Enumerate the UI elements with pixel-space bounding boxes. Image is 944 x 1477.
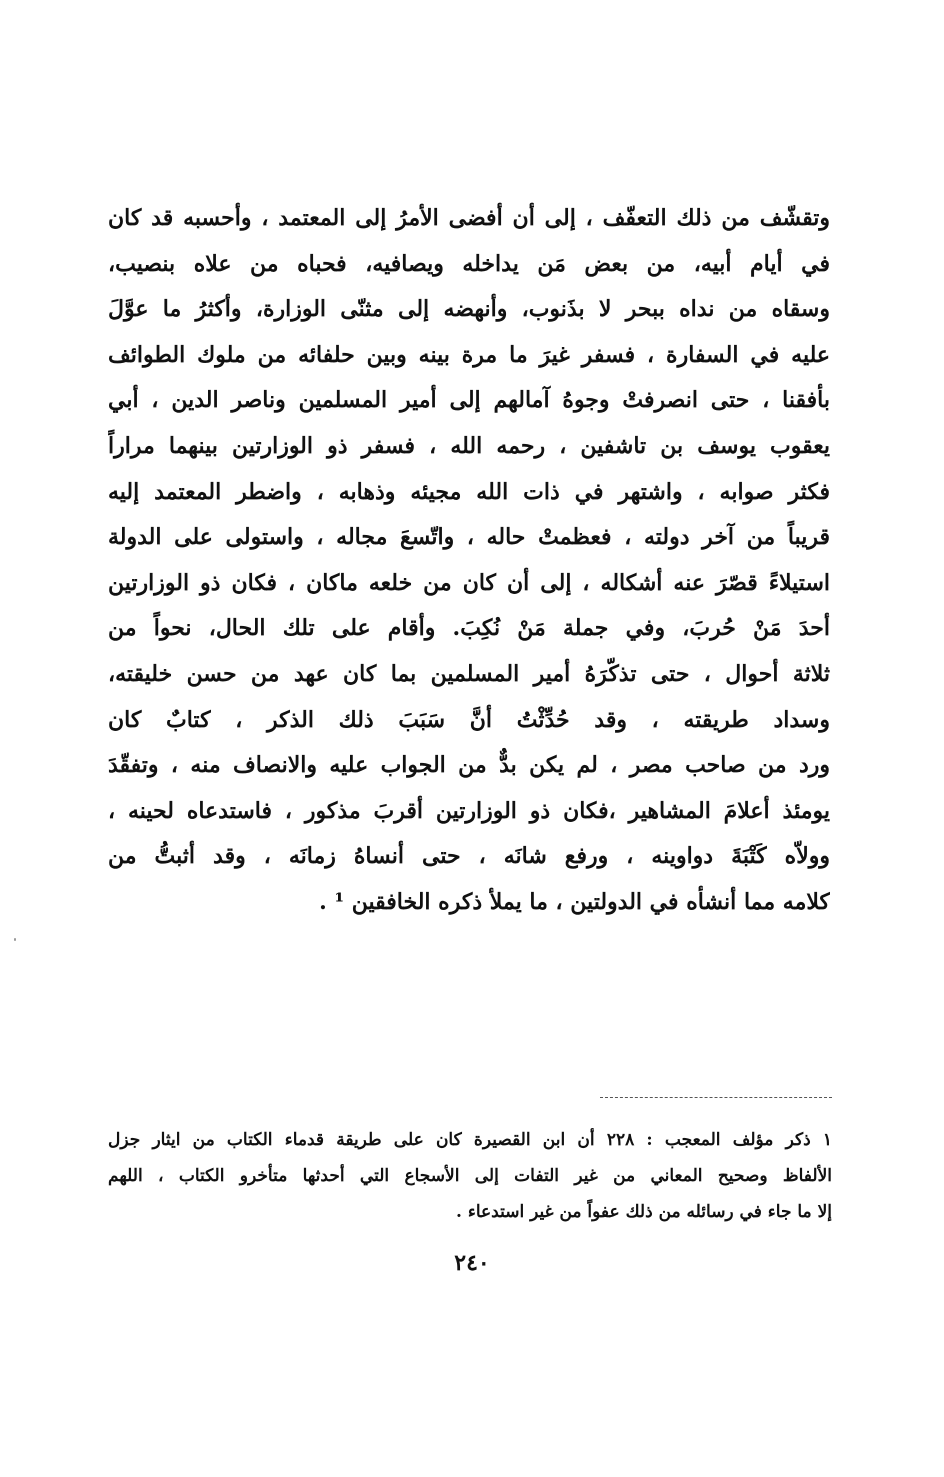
text-line: يعقوب يوسف بن تاشفين ، رحمه الله ، فسفر ذو الوزارتين بينهما مراراً bbox=[108, 432, 830, 459]
footnote-divider bbox=[600, 1097, 832, 1098]
text-line: ورد من صاحب مصر ، لم يكن بدٌّ من الجواب عليه والانصاف منه ، وتفقّدَ bbox=[108, 752, 830, 779]
text-line: وتقشّف من ذلك التعفّف ، إلى أن أفضى الأمرُ إلى المعتمد ، وأحسبه قد كان bbox=[108, 205, 830, 231]
footnote-line: ١ ذكر مؤلف المعجب : ٢٢٨ أن ابن القصيرة كان على طريقة قدماء الكتاب من ايثار جزل bbox=[108, 1130, 832, 1150]
footnote-line-last: إلا ما جاء في رسائله من ذلك عفواً من غير استدعاء . bbox=[456, 1202, 832, 1222]
text-line: أحدَ مَنْ حُربَ، وفي جملة مَنْ نُكِبَ. وأقام على تلك الحال، نحواً من bbox=[108, 615, 830, 642]
text-line: بأفقنا ، حتى انصرفتْ وجوهُ آمالهم إلى أمير المسلمين وناصر الدين ، أبي bbox=[108, 387, 830, 414]
text-line: يومئذ أعلامَ المشاهير ،فكان ذو الوزارتين أقربَ مذكور ، فاستدعاه لحينه ، bbox=[108, 797, 830, 824]
text-line: وولاّه كَتْبَةَ دواوينه ، ورفع شانَه ، حتى أنساهُ زمانَه ، وقد أثبتُّ من bbox=[108, 843, 830, 870]
text-line: وسداد طريقته ، وقد حُدِّثْتُ أنَّ سَبَبَ ذلك الذكر ، كتابٌ كان bbox=[108, 706, 830, 733]
page-number: ٢٤٠ bbox=[454, 1250, 490, 1276]
text-line: عليه في السفارة ، فسفر غيرَ ما مرة بينه وبين حلفائه من ملوك الطوائف bbox=[108, 341, 830, 368]
text-line: استيلاءً قصّرَ عنه أشكاله ، إلى أن كان من خلعه ماكان ، فكان ذو الوزارتين bbox=[108, 569, 830, 596]
text-line: في أيام أبيه، من بعض مَن يداخله ويصافيه، فحباه من علاه بنصيب، bbox=[108, 250, 830, 277]
text-line: فكثر صوابه ، واشتهر في ذات الله مجيئه وذهابه ، واضطر المعتمد إليه bbox=[108, 478, 830, 505]
text-line: قريباً من آخر دولته ، فعظمتْ حاله ، واتّسعَ مجاله ، واستولى على الدولة bbox=[108, 524, 830, 551]
text-line: وسقاه من نداه ببحر لا بذَنوب، وأنهضه إلى مثنّى الوزارة، وأكثرُ ما عوَّلَ bbox=[108, 296, 830, 323]
main-text bbox=[108, 196, 830, 926]
text-line: ثلاثة أحوال ، حتى تذكّرَهُ أمير المسلمين بما كان عهد من حسن خليقته، bbox=[108, 660, 830, 687]
footnote bbox=[108, 1122, 832, 1230]
scan-speck bbox=[14, 938, 16, 941]
text-line-last: كلامه مما أنشأه في الدولتين ، ما يملأ ذكره الخافقين ¹ . bbox=[319, 888, 830, 915]
footnote-line: الألفاظ وصحيح المعاني من غير التفات إلى الأسجاع التي أحدثها متأخرو الكتاب ، اللهم bbox=[108, 1166, 832, 1186]
